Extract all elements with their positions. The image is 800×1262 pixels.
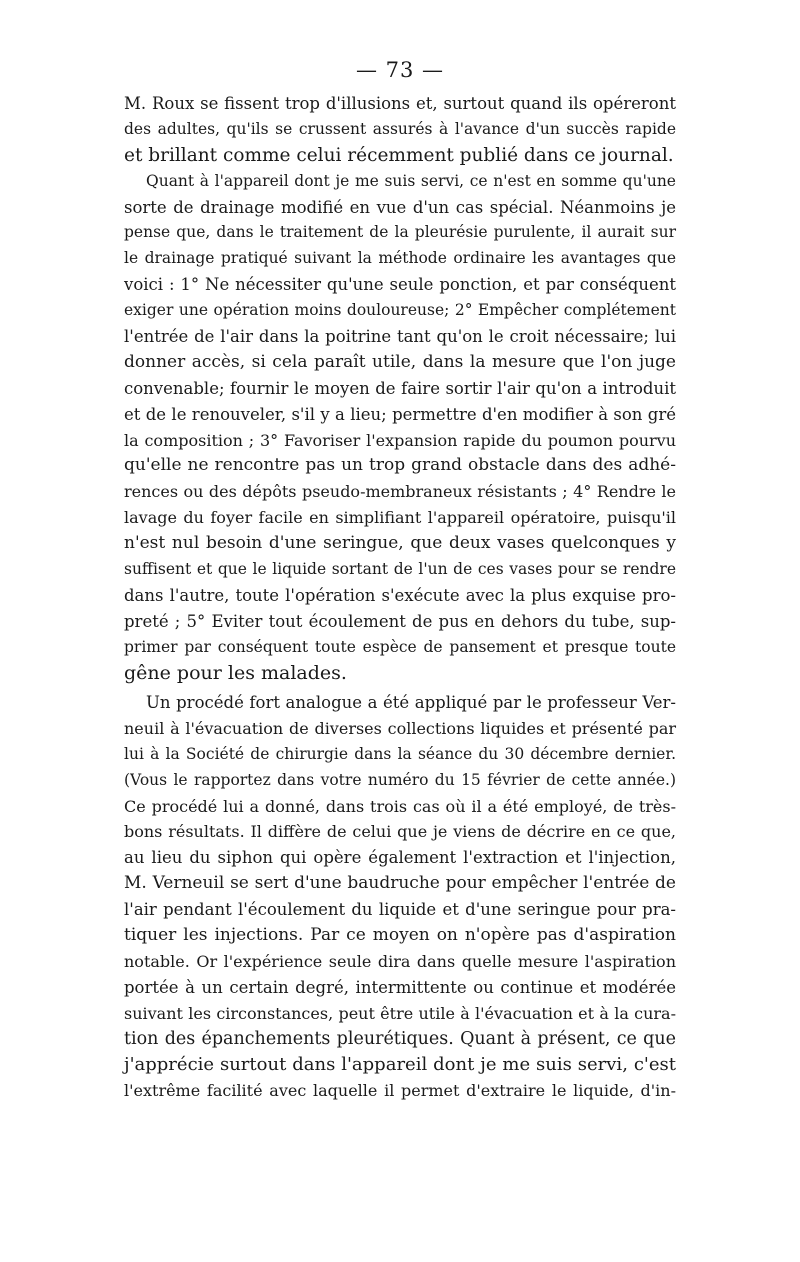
text-line: des adultes, qu'ils se crussent assurés à l'avance d'un succès rapide <box>124 119 676 138</box>
text-line: bons résultats. Il diffère de celui que je viens de décrire en ce que, <box>124 822 676 842</box>
text-line: qu'elle ne rencontre pas un trop grand obstacle dans des adhé- <box>124 455 676 476</box>
text-line: Un procédé fort analogue a été appliqué par le professeur Ver- <box>146 693 676 712</box>
text-line: primer par conséquent toute espèce de pansement et presque toute <box>124 637 676 656</box>
text-line: pense que, dans le traitement de la pleurésie purulente, il aurait sur <box>124 223 676 242</box>
text-line: sorte de drainage modifié en vue d'un cas spécial. Néanmoins je <box>124 197 676 217</box>
paragraph-apparatus <box>124 169 676 687</box>
text-line: le drainage pratiqué suivant la méthode ordinaire les avantages que <box>124 249 676 268</box>
text-line: neuil à l'évacuation de diverses collections liquides et présenté par <box>124 718 676 738</box>
text-block-upper <box>124 91 676 686</box>
text-line: exiger une opération moins douloureuse; 2° Empêcher complétement <box>124 301 676 320</box>
text-line: l'extrême facilité avec laquelle il permet d'extraire le liquide, d'in- <box>124 1081 676 1101</box>
text-line: gêne pour les malades. <box>124 661 347 684</box>
text-line: rences ou des dépôts pseudo-membraneux résistants ; 4° Rendre le <box>124 482 676 502</box>
text-line: Quant à l'appareil dont je me suis servi, ce n'est en somme qu'une <box>146 171 676 190</box>
text-line: et de le renouveler, s'il y a lieu; permettre d'en modifier à son gré <box>124 404 676 424</box>
text-line: convenable; fournir le moyen de faire sortir l'air qu'on a introduit <box>124 378 676 398</box>
text-block-lower <box>124 690 676 1104</box>
text-line: n'est nul besoin d'une seringue, que deux vases quelconques y <box>124 533 676 554</box>
text-line: notable. Or l'expérience seule dira dans quelle mesure l'aspiration <box>124 951 676 971</box>
text-line: j'apprécie surtout dans l'appareil dont je me suis servi, c'est <box>124 1054 676 1076</box>
text-line: suffisent et que le liquide sortant de l'un de ces vases pour se rendre <box>124 560 676 579</box>
text-line: preté ; 5° Eviter tout écoulement de pus en dehors du tube, sup- <box>124 611 676 631</box>
text-line: la composition ; 3° Favoriser l'expansion rapide du poumon pourvu <box>124 430 676 450</box>
text-line: (Vous le rapportez dans votre numéro du 15 février de cette année.) <box>124 770 676 789</box>
text-line: tion des épanchements pleurétiques. Quant à présent, ce que <box>124 1028 676 1049</box>
text-line: dans l'autre, toute l'opération s'exécute avec la plus exquise pro- <box>124 585 676 605</box>
paragraph-verneuil <box>124 690 676 1104</box>
text-line: M. Roux se fissent trop d'illusions et, surtout quand ils opéreront <box>124 94 676 113</box>
text-line: et brillant comme celui récemment publié dans ce journal. <box>124 144 674 166</box>
text-line: suivant les circonstances, peut être utile à l'évacuation et à la cura- <box>124 1003 676 1023</box>
text-line: au lieu du siphon qui opère également l'extraction et l'injection, <box>124 848 676 868</box>
page-number: — 73 — <box>355 58 445 82</box>
text-line: tiquer les injections. Par ce moyen on n'opère pas d'aspiration <box>124 925 676 946</box>
text-line: M. Verneuil se sert d'une baudruche pour empêcher l'entrée de <box>124 873 676 894</box>
text-line: Ce procédé lui a donné, dans trois cas où il a été employé, de très- <box>124 796 676 816</box>
text-line: l'entrée de l'air dans la poitrine tant qu'on le croit nécessaire; lui <box>124 327 676 347</box>
paragraph-continuation <box>124 91 676 169</box>
text-line: lui à la Société de chirurgie dans la séance du 30 décembre dernier. <box>124 744 676 763</box>
text-line: donner accès, si cela paraît utile, dans la mesure que l'on juge <box>124 351 676 372</box>
text-line: l'air pendant l'écoulement du liquide et d'une seringue pour pra- <box>124 900 676 920</box>
text-line: lavage du foyer facile en simplifiant l'appareil opératoire, puisqu'il <box>124 508 676 528</box>
text-line: voici : 1° Ne nécessiter qu'une seule ponction, et par conséquent <box>124 275 676 295</box>
text-line: portée à un certain degré, intermittente ou continue et modérée <box>124 977 676 997</box>
